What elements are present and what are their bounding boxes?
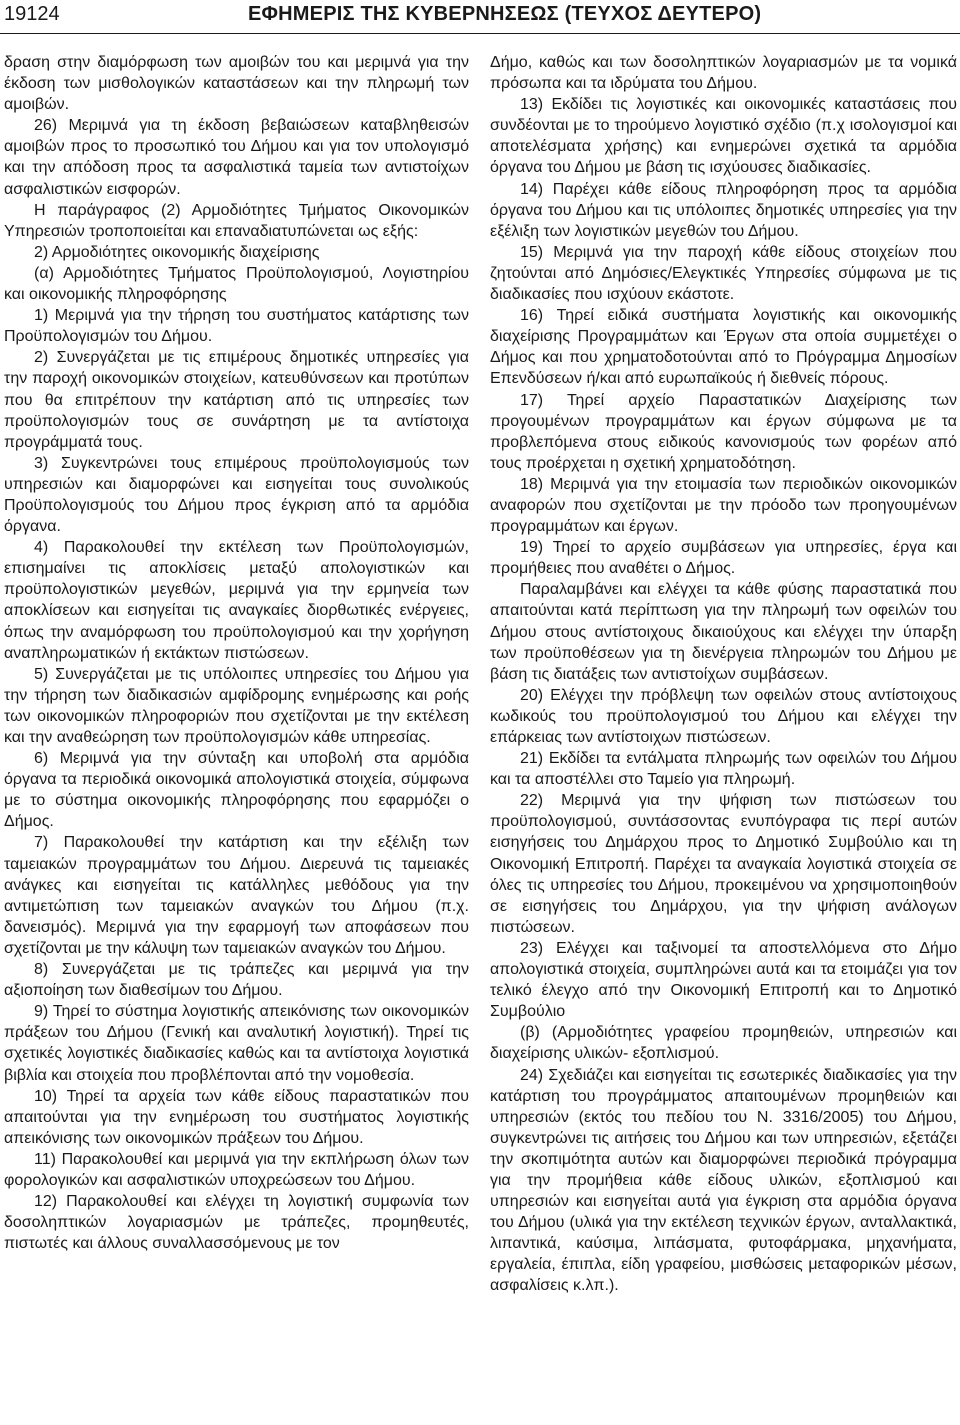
paragraph: Παραλαμβάνει και ελέγχει τα κάθε φύσης παραστατικά που απαιτούνται κατά περίπτωση για την πληρωμή των οφειλών του Δήμου στους αντίστοιχους δικαιούχους και ελέγχει την ύπαρξη των προϋποθέσεων για τη διενέργεια πληρωμών του Δήμου με βάση τις διατάξεις των αντιστοίχων συμβάσεων. — [490, 581, 957, 683]
paragraph: 2) Αρμοδιότητες οικονομικής διαχείρισης — [34, 243, 320, 261]
paragraph: 11) Παρακολουθεί και μεριμνά για την εκπλήρωση όλων των φορολογικών και ασφαλιστικών υποχρεώσεων του Δήμου. — [4, 1150, 469, 1189]
paragraph: 24) Σχεδιάζει και εισηγείται τις εσωτερικές διαδικασίες για την κατάρτιση του προγράμματος απαιτουμένων προμηθειών και υπηρεσιών (εκτός του πεδίου του Ν. 3316/2005) του Δήμου, συγκεντρώνει τις αιτήσεις του Δήμου και των υπηρεσιών, εξετάζει την σκοπιμότητα αυτών και διαμορφώνει περιοδικά πρόγραμμα για την προμήθεια κάθε είδους υλικών, εξοπλισμού και υπηρεσιών και εισηγείται αυτά για έγκριση στα αρμόδια όργανα του Δήμου (υλικά για την εκτέλεση τεχνικών έργων, ανταλλακτικά, λιπαντικά, καύσιμα, λιπάσματα, φυτοφάρμακα, μηχανήματα, εργαλεία, έπιπλα, είδη γραφείου, μισθώσεις μεταφορικών μέσων, ασφαλίσεις κ.λπ.). — [490, 1066, 957, 1295]
paragraph: Δήμο, καθώς και των δοσοληπτικών λογαριασμών με τα νομικά πρόσωπα και τα ιδρύματα του Δήμου. — [490, 54, 957, 93]
paragraph: 3) Συγκεντρώνει τους επιμέρους προϋπολογισμούς των υπηρεσιών και διαμορφώνει και εισηγείται τους συνολικούς Προϋπολογισμούς του Δήμου προς έγκριση από τα αρμόδια όργανα. — [4, 454, 469, 536]
paragraph: 14) Παρέχει κάθε είδους πληροφόρηση προς τα αρμόδια όργανα του Δήμου και τις υπόλοιπες δημοτικές υπηρεσίες για την εξέλιξη των λογιστικών μεγεθών του Δήμου. — [490, 180, 957, 240]
paragraph: Η παράγραφος (2) Αρμοδιότητες Τμήματος Οικονομικών Υπηρεσιών τροποποιείται και επαναδιατυπώνεται ως εξής: — [4, 201, 469, 240]
paragraph: 22) Μεριμνά για την ψήφιση των πιστώσεων του προϋπολογισμού, συντάσσοντας ενυπόγραφα τις περί αυτών εισηγήσεις του Δημάρχου προς το Δημοτικό Συμβούλιο και τη Οικονομική Επιτροπή. Παρέχει τα αναγκαία λογιστικά στοιχεία σε όλες τις υπηρεσίες του Δήμου, προκειμένου να χρησιμοποιηθούν σε εισηγήσεις του Δημάρχου, για την ψήφιση ανάλογων πιστώσεων. — [490, 792, 957, 936]
paragraph: 19) Τηρεί το αρχείο συμβάσεων για υπηρεσίες, έργα και προμήθειες που αναθέτει ο Δήμος. — [490, 539, 957, 578]
paragraph: 13) Εκδίδει τις λογιστικές και οικονομικές καταστάσεις που συνδέονται με το τηρούμενο λογιστικό σχέδιο (π.χ ισολογισμοί και αποτελέσματα χρήσης) και ενημερώνει σχετικά τα αρμόδια όργανα του Δήμου με βάση τις ισχύουσες διαδικασίες. — [490, 96, 957, 177]
page-number: 19124 — [4, 3, 60, 25]
paragraph: 7) Παρακολουθεί την κατάρτιση και την εξέλιξη των ταμειακών προγραμμάτων του Δήμου. Διερευνά τις ταμειακές ανάγκες και εισηγείται τις κατάλληλες μεθόδους για την αντιμετώπιση των ταμειακών αναγκών του Δήμου (π.χ. δανεισμός). Μεριμνά για την εφαρμογή των αποφάσεων που σχετίζονται με την κάλυψη των ταμειακών αναγκών του Δήμου. — [4, 834, 469, 957]
right-column — [490, 52, 957, 1297]
paragraph: 26) Μεριμνά για τη έκδοση βεβαιώσεων καταβληθεισών αμοιβών προς το προσωπικό του Δήμου και για τον υπολογισμό και την απόδοση προς τα ασφαλιστικά ταμεία των αντιστοίχων ασφαλιστικών εισφορών. — [4, 117, 469, 198]
journal-title: ΕΦΗΜΕΡΙΣ ΤΗΣ ΚΥΒΕΡΝΗΣΕΩΣ (ΤΕΥΧΟΣ ΔΕΥΤΕΡΟ) — [248, 3, 762, 25]
paragraph: (α) Αρμοδιότητες Τμήματος Προϋπολογισμού, Λογιστηρίου και οικονομικής πληροφόρησης — [4, 264, 469, 304]
paragraph: 21) Εκδίδει τα εντάλματα πληρωμής των οφειλών του Δήμου και τα αποστέλλει στο Ταμείο για πληρωμή. — [490, 750, 957, 789]
left-column — [4, 52, 469, 1254]
paragraph: 6) Μεριμνά για την σύνταξη και υποβολή στα αρμόδια όργανα τα περιοδικά οικονομικά απολογιστικά στοιχεία, σύμφωνα με το σύστημα οικονομικής πληροφόρησης που εφαρμόζει ο Δήμος. — [4, 750, 469, 831]
paragraph: 9) Τηρεί το σύστημα λογιστικής απεικόνισης των οικονομικών πράξεων του Δήμου (Γενική και αναλυτική λογιστική). Τηρεί τις σχετικές λογιστικές διαδικασίες καθώς και τα αντίστοιχα λογιστικά βιβλία και στοιχεία που προβλέπονται από την νομοθεσία. — [4, 1003, 469, 1084]
paragraph: 12) Παρακολουθεί και ελέγχει τη λογιστική συμφωνία των δοσοληπτικών λογαριασμών με τράπεζες, προμηθευτές, πιστωτές και άλλους συναλλασσόμενους με τον — [4, 1193, 469, 1253]
paragraph: 20) Ελέγχει την πρόβλεψη των οφειλών στους αντίστοιχους κωδικούς του προϋπολογισμού του Δήμου και ελέγχει την επάρκειας των αντίστοιχων πιστώσεων. — [490, 686, 957, 746]
paragraph: 16) Τηρεί ειδικά συστήματα λογιστικής και οικονομικής διαχείρισης Προγραμμάτων και Έργων στα οποία συμμετέχει ο Δήμος και που χρηματοδοτούνται από το Πρόγραμμα Δημοσίων Επενδύσεων ή/και από ευρωπαϊκούς ή διεθνείς πόρους. — [490, 307, 957, 388]
paragraph: 1) Μεριμνά για την τήρηση του συστήματος κατάρτισης των Προϋπολογισμών του Δήμου. — [4, 307, 469, 346]
paragraph: 17) Τηρεί αρχείο Παραστατικών Διαχείρισης των προγουμένων προγραμμάτων και έργων σύμφωνα με τα προβλεπόμενα στους ειδικούς κανονισμούς των φορέων από τους προέρχεται η σχετική χρηματοδότηση. — [490, 391, 957, 472]
page-header — [0, 0, 960, 34]
paragraph: 15) Μεριμνά για την παροχή κάθε είδους στοιχείων που ζητούνται από Δημόσιες/Ελεγκτικές Υπηρεσίες σύμφωνα με τις διαδικασίες που ισχύουν εκάστοτε. — [490, 243, 957, 304]
paragraph: 4) Παρακολουθεί την εκτέλεση των Προϋπολογισμών, επισημαίνει τις αποκλίσεις μεταξύ απολογιστικών και προϋπολογιστικών μεγεθών, μεριμνά για την ερμηνεία των αποκλίσεων και εισηγείται τις αναγκαίες διορθωτικές ενέργειες, όπως την αναμόρφωση του προϋπολογισμού και την χορήγηση αναπληρωματικών ή εκτάκτων πιστώσεων. — [4, 539, 469, 662]
paragraph: 23) Ελέγχει και ταξινομεί τα αποστελλόμενα στο Δήμο απολογιστικά στοιχεία, συμπληρώνει αυτά και τα ετοιμάζει για τον τελικό έλεγχο από την Οικονομική Επιτροπή και το Δημοτικό Συμβούλιο — [490, 939, 957, 1021]
paragraph: 5) Συνεργάζεται με τις υπόλοιπες υπηρεσίες του Δήμου για την τήρηση των διαδικασιών αμφίδρομης ενημέρωσης και ροής των οικονομικών πληροφοριών που σχετίζονται με την εκτέλεση και την αναθεώρηση των προϋπολογισμών κάθε υπηρεσίας. — [4, 665, 469, 746]
paragraph: 18) Μεριμνά για την ετοιμασία των περιοδικών οικονομικών αναφορών που σχετίζονται με την πρόοδο των προηγουμένων προγραμμάτων και έργων. — [490, 475, 957, 536]
paragraph: (β) (Αρμοδιότητες γραφείου προμηθειών, υπηρεσιών και διαχείρισης υλικών- εξοπλισμού. — [490, 1024, 957, 1063]
paragraph: 2) Συνεργάζεται με τις επιμέρους δημοτικές υπηρεσίες για την παροχή οικονομικών στοιχείων, κατευθύνσεων και προτύπων που θα επιτρέπουν την κατάρτιση από τις υπηρεσίες των προϋπολογισμών τους σε συνάρτηση με τα αντίστοιχα προγράμματά τους. — [4, 349, 469, 451]
paragraph: 8) Συνεργάζεται με τις τράπεζες και μεριμνά για την αξιοποίηση των διαθεσίμων του Δήμου. — [4, 961, 469, 1000]
paragraph: 10) Τηρεί τα αρχεία των κάθε είδους παραστατικών που απαιτούνται για την ενημέρωση του συστήματος λογιστικής απεικόνισης των οικονομικών πράξεων του Δήμου. — [4, 1087, 469, 1147]
header-divider — [0, 33, 960, 34]
paragraph: δραση στην διαμόρφωση των αμοιβών του και μεριμνά για την έκδοση των μισθολογικών καταστάσεων και την πληρωμή των αμοιβών. — [4, 54, 469, 114]
